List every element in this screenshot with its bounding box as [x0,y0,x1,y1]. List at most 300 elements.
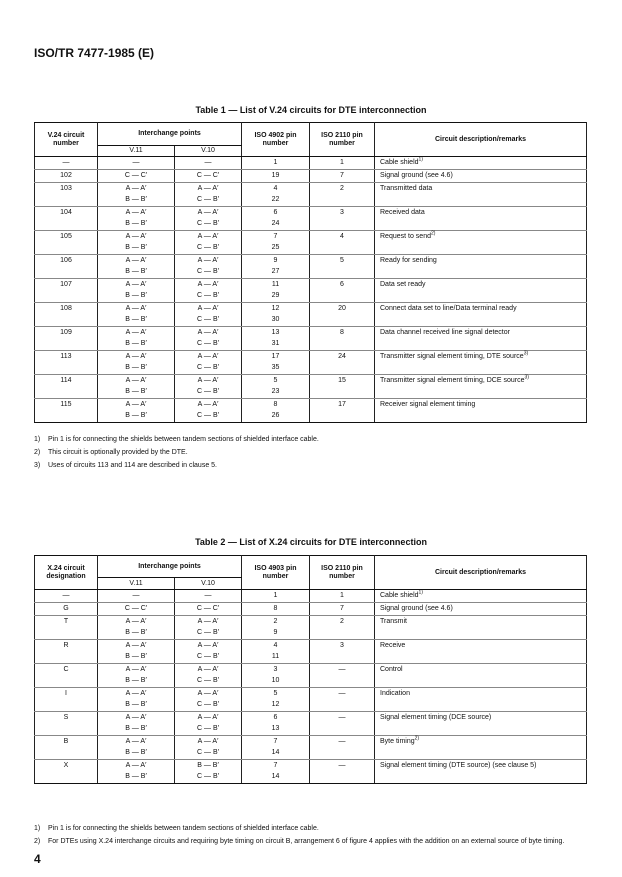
v11-cell [98,255,175,279]
v11-pair: A — A′ [125,714,147,721]
v10-cell [175,688,242,712]
description-text: Data set ready [380,281,426,288]
iso-a-pin-cell [242,157,310,170]
v11-cell [98,375,175,399]
v10-pair: A — A′ [197,209,219,216]
description-text: Cable shield [380,592,419,599]
col-interchange-header: Interchange points [98,556,242,578]
description-cell [375,157,587,170]
v10-cell [175,170,242,183]
v11-cell [98,170,175,183]
circuit-cell [35,327,98,351]
v10-cell [175,303,242,327]
v11-cell [98,327,175,351]
circuit-value: 105 [60,233,72,240]
footnote-number: 2) [34,838,41,845]
footnote-ref: 3) [524,374,529,381]
col-interchange-header: Interchange points [98,123,242,146]
col-desc-header: Circuit description/remarks [375,123,587,157]
description-text: Signal ground (see 4.6) [380,605,453,612]
v10-pair: — [204,159,212,166]
iso-a-pin: 4 [273,642,278,649]
v10-pair: A — A′ [197,738,219,745]
v11-pair: B — B′ [125,244,147,251]
v11-cell [98,590,175,603]
table-row [35,640,587,664]
iso-a-pin-cell [242,616,310,640]
iso-b-pin: 1 [340,159,344,166]
v11-cell [98,688,175,712]
v11-cell [98,640,175,664]
description-text: Data channel received line signal detector [380,329,510,336]
table-row [35,231,587,255]
v11-pair: B — B′ [125,629,147,636]
description-cell [375,303,587,327]
table-row [35,303,587,327]
v11-pair: B — B′ [125,388,147,395]
iso-a-pin: 8 [273,605,278,612]
description-text: Signal element timing (DTE source) (see clause 5) [380,762,537,769]
v11-pair: C — C′ [124,172,148,179]
v11-pair: B — B′ [125,340,147,347]
circuit-value: 108 [60,305,72,312]
v11-cell [98,712,175,736]
v10-cell [175,351,242,375]
description-text: Received data [380,209,425,216]
iso-b-pin-cell [310,255,375,279]
description-text: Indication [380,690,410,697]
v11-pair: B — B′ [125,412,147,419]
iso-a-pin: 1 [273,159,278,166]
description-cell [375,279,587,303]
description-cell [375,255,587,279]
table-row [35,183,587,207]
v10-pair: C — B′ [197,701,219,708]
v11-pair: A — A′ [125,233,147,240]
table-2-notes [34,822,586,847]
table-row [35,207,587,231]
v11-cell [98,183,175,207]
iso-b-pin-cell [310,760,375,784]
col-iso-b-header: ISO 2110 pin number [310,556,375,590]
v10-pair: A — A′ [197,233,219,240]
table-row [35,616,587,640]
table-row [35,760,587,784]
circuit-value: C [63,666,69,673]
footnote-text: This circuit is optionally provided by the DTE. [48,449,188,456]
v10-pair: A — A′ [197,618,219,625]
description-cell [375,688,587,712]
v11-cell [98,760,175,784]
description-text: Cable shield [380,159,419,166]
iso-b-pin: — [338,690,346,697]
iso-b-pin: 2 [340,618,344,625]
v10-pair: C — B′ [197,749,219,756]
circuit-cell [35,231,98,255]
circuit-cell [35,255,98,279]
description-text: Control [380,666,403,673]
iso-a-pin: 13 [271,329,280,336]
iso-a-pin-cell [242,327,310,351]
v10-pair: C — B′ [197,412,219,419]
footnote-text: Pin 1 is for connecting the shields between tandem sections of shielded interface cable. [48,825,319,832]
iso-b-pin-cell [310,590,375,603]
iso-a-pin: 7 [273,762,278,769]
iso-b-pin-cell [310,170,375,183]
iso-b-pin-cell [310,351,375,375]
iso-b-pin-cell [310,712,375,736]
iso-a-pin-cell [242,207,310,231]
iso-a-pin: 6 [273,714,278,721]
iso-a-pin: 22 [271,196,280,203]
table-row [35,157,587,170]
circuit-value: 113 [60,353,72,360]
circuit-value: T [63,618,69,625]
iso-a-pin-cell [242,183,310,207]
v11-pair: — [132,592,140,599]
description-text: Signal element timing (DCE source) [380,714,492,721]
iso-b-pin: 5 [340,257,344,264]
iso-a-pin: 3 [273,666,278,673]
circuit-value: 102 [60,172,72,179]
iso-b-pin: — [338,738,346,745]
circuit-cell [35,399,98,423]
iso-a-pin: 26 [271,412,280,419]
v10-pair: C — B′ [197,220,219,227]
v11-pair: B — B′ [125,268,147,275]
v11-pair: B — B′ [125,653,147,660]
v10-pair: — [204,592,212,599]
col-circuit-header: V.24 circuit number [35,123,98,157]
v10-pair: A — A′ [197,281,219,288]
iso-b-pin: 4 [340,233,344,240]
v10-pair: A — A′ [197,401,219,408]
iso-a-pin: 19 [271,172,280,179]
v10-pair: A — A′ [197,329,219,336]
circuit-cell [35,736,98,760]
table-2 [34,555,587,784]
v11-cell [98,157,175,170]
v11-pair: A — A′ [125,257,147,264]
iso-a-pin-cell [242,170,310,183]
v10-pair: A — A′ [197,353,219,360]
v10-pair: C — B′ [197,653,219,660]
iso-a-pin: 7 [273,738,278,745]
iso-b-pin-cell [310,603,375,616]
circuit-cell [35,157,98,170]
iso-a-pin: 31 [271,340,280,347]
iso-a-pin: 14 [271,749,280,756]
v11-pair: A — A′ [125,329,147,336]
circuit-value: R [63,642,69,649]
v11-pair: A — A′ [125,377,147,384]
circuit-value: 103 [60,185,72,192]
description-text: Byte timing [380,738,415,745]
circuit-value: 109 [60,329,72,336]
footnote-number: 1) [34,436,41,443]
footnote-ref: 2) [414,735,420,742]
description-text: Request to send [380,233,431,240]
iso-b-pin: 3 [340,209,344,216]
v11-pair: B — B′ [125,749,147,756]
iso-b-pin: 17 [338,401,346,408]
iso-a-pin-cell [242,303,310,327]
iso-b-pin: 3 [340,642,344,649]
iso-b-pin-cell [310,640,375,664]
iso-b-pin-cell [310,688,375,712]
v10-cell [175,760,242,784]
iso-b-pin: — [338,666,346,673]
v11-pair: A — A′ [125,401,147,408]
iso-b-pin: — [338,762,346,769]
v10-pair: C — B′ [197,268,219,275]
iso-a-pin: 4 [273,185,278,192]
description-cell [375,170,587,183]
description-text: Signal ground (see 4.6) [380,172,453,179]
v11-cell [98,303,175,327]
v11-pair: A — A′ [125,666,147,673]
iso-b-pin-cell [310,231,375,255]
iso-a-pin-cell [242,590,310,603]
v10-cell [175,279,242,303]
circuit-value: X [63,762,69,769]
description-cell [375,664,587,688]
v10-cell [175,375,242,399]
circuit-value: 106 [60,257,72,264]
footnote-ref: 1) [418,156,423,163]
circuit-value: — [62,159,70,166]
description-text: Transmitted data [380,185,433,192]
iso-a-pin: 11 [271,281,280,288]
v11-cell [98,231,175,255]
v10-pair: B — B′ [197,762,219,769]
table-row [35,664,587,688]
iso-a-pin-cell [242,375,310,399]
v10-pair: C — B′ [197,629,219,636]
description-text: Transmitter signal element timing, DTE source [380,353,524,360]
footnote-text: Pin 1 is for connecting the shields between tandem sections of shielded interface cable. [48,436,319,443]
col-iso-a-header: ISO 4902 pin number [242,123,310,157]
v11-pair: A — A′ [125,738,147,745]
v11-pair: A — A′ [125,618,147,625]
v11-pair: B — B′ [125,364,147,371]
iso-b-pin-cell [310,664,375,688]
description-text: Receive [380,642,406,649]
description-cell [375,760,587,784]
v11-pair: B — B′ [125,677,147,684]
footnote [34,837,586,847]
table-row [35,712,587,736]
v11-pair: C — C′ [124,605,148,612]
iso-b-pin: 7 [340,605,344,612]
footnote-ref: 1) [418,589,423,596]
circuit-value: 114 [60,377,72,384]
iso-b-pin-cell [310,303,375,327]
v10-cell [175,603,242,616]
iso-a-pin: 14 [271,773,280,780]
iso-b-pin: 1 [340,592,344,599]
v10-pair: C — C′ [196,172,220,179]
v11-pair: — [132,159,140,166]
v10-cell [175,399,242,423]
iso-b-pin: 15 [338,377,346,384]
description-cell [375,712,587,736]
v11-cell [98,736,175,760]
iso-b-pin: 6 [340,281,344,288]
iso-a-pin: 13 [271,725,280,732]
iso-a-pin: 35 [271,364,280,371]
iso-b-pin-cell [310,736,375,760]
iso-a-pin: 6 [273,209,278,216]
circuit-cell [35,712,98,736]
description-cell [375,207,587,231]
footnote [34,459,586,472]
footnote-number: 3) [34,462,41,469]
col-circuit-header: X.24 circuit designation [35,556,98,590]
iso-a-pin: 7 [273,233,278,240]
table-1-title: Table 1 — List of V.24 circuits for DTE interconnection [195,105,427,115]
description-cell [375,375,587,399]
iso-b-pin: 24 [338,353,346,360]
v11-pair: A — A′ [125,642,147,649]
iso-a-pin-cell [242,664,310,688]
iso-b-pin: 2 [340,185,344,192]
table-row [35,688,587,712]
description-text: Transmit [380,618,407,625]
footnote-ref: 2) [430,230,436,237]
circuit-value: B [63,738,69,745]
iso-a-pin: 9 [273,257,278,264]
description-cell [375,640,587,664]
iso-b-pin-cell [310,157,375,170]
table-row [35,736,587,760]
iso-a-pin: 1 [273,592,278,599]
v10-pair: C — B′ [197,316,219,323]
circuit-cell [35,375,98,399]
footnote-text: Uses of circuits 113 and 114 are described in clause 5. [48,462,218,469]
v10-pair: A — A′ [197,257,219,264]
circuit-cell [35,664,98,688]
v11-pair: B — B′ [125,701,147,708]
v11-cell [98,207,175,231]
v10-cell [175,207,242,231]
table-2-title: Table 2 — List of X.24 circuits for DTE interconnection [195,537,427,547]
v10-cell [175,616,242,640]
iso-a-pin: 23 [271,388,280,395]
v11-cell [98,351,175,375]
page-number: 4 [34,852,41,866]
iso-b-pin: 7 [340,172,344,179]
circuit-cell [35,616,98,640]
iso-b-pin-cell [310,327,375,351]
circuit-value: — [62,592,70,599]
description-cell [375,327,587,351]
iso-a-pin-cell [242,736,310,760]
iso-a-pin-cell [242,231,310,255]
description-cell [375,399,587,423]
iso-a-pin: 30 [271,316,280,323]
v10-cell [175,640,242,664]
v10-pair: C — B′ [197,677,219,684]
iso-a-pin: 12 [271,305,280,312]
iso-b-pin-cell [310,616,375,640]
iso-a-pin-cell [242,603,310,616]
circuit-cell [35,688,98,712]
table-row [35,399,587,423]
v10-cell [175,327,242,351]
v10-cell [175,712,242,736]
iso-a-pin-cell [242,640,310,664]
col-v11-header: V.11 [98,146,175,157]
v10-pair: A — A′ [197,377,219,384]
description-cell [375,603,587,616]
circuit-value: 115 [60,401,72,408]
iso-a-pin: 10 [271,677,280,684]
footnote-number: 1) [34,825,41,832]
circuit-cell [35,207,98,231]
v10-cell [175,157,242,170]
iso-a-pin: 12 [271,701,280,708]
footnote [34,433,586,446]
v10-pair: C — B′ [197,364,219,371]
v11-cell [98,664,175,688]
footnote-number: 2) [34,449,41,456]
iso-a-pin: 27 [271,268,280,275]
circuit-value: 104 [60,209,72,216]
v10-pair: C — B′ [197,388,219,395]
v11-pair: A — A′ [125,690,147,697]
v10-pair: C — C′ [196,605,220,612]
iso-a-pin-cell [242,351,310,375]
v10-cell [175,736,242,760]
v10-cell [175,590,242,603]
description-text: Connect data set to line/Data terminal ready [380,305,517,312]
iso-a-pin: 25 [271,244,280,251]
iso-b-pin-cell [310,399,375,423]
description-cell [375,351,587,375]
v10-cell [175,255,242,279]
iso-a-pin: 8 [273,401,278,408]
circuit-value: S [63,714,69,721]
v10-pair: C — B′ [197,340,219,347]
v11-pair: B — B′ [125,220,147,227]
table-1-notes [34,433,586,472]
iso-a-pin-cell [242,399,310,423]
iso-a-pin: 11 [271,653,280,660]
table-1 [34,122,587,423]
circuit-cell [35,351,98,375]
iso-b-pin-cell [310,207,375,231]
v11-pair: B — B′ [125,292,147,299]
description-cell [375,231,587,255]
v11-pair: A — A′ [125,762,147,769]
v10-pair: C — B′ [197,244,219,251]
col-v11-header: V.11 [98,578,175,590]
col-v10-header: V.10 [175,146,242,157]
description-cell [375,736,587,760]
v10-pair: A — A′ [197,714,219,721]
iso-a-pin: 17 [271,353,280,360]
col-desc-header: Circuit description/remarks [375,556,587,590]
v11-cell [98,399,175,423]
v10-pair: C — B′ [197,725,219,732]
v11-cell [98,279,175,303]
table-row [35,255,587,279]
iso-b-pin: 8 [340,329,344,336]
table-row [35,351,587,375]
table-row [35,327,587,351]
v10-pair: C — B′ [197,196,219,203]
